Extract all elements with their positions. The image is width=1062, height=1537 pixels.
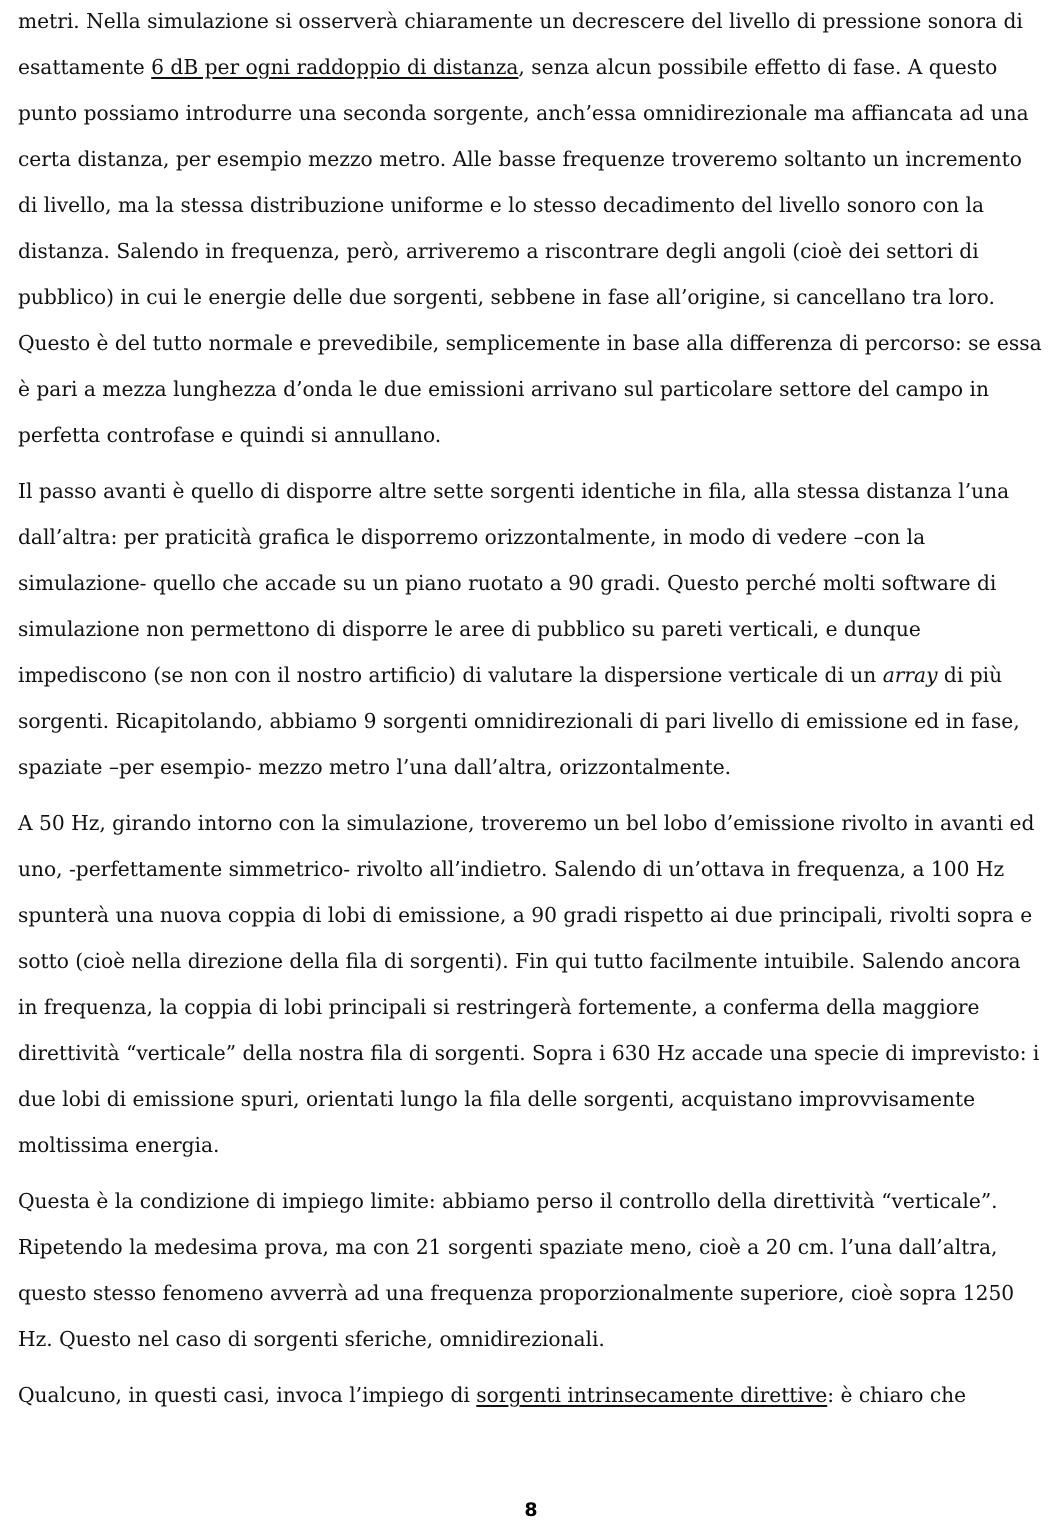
text-segment: Qualcuno, in questi casi, invoca l’impiego di xyxy=(18,1383,477,1407)
underlined-phrase: sorgenti intrinsecamente direttive xyxy=(476,1383,828,1407)
text-segment: metri. Nella simulazione si osserverà chiaramente un decrescere del livello di pressione sonora di esattamente xyxy=(18,9,1023,79)
text-segment: , senza alcun possibile effetto di fase. A questo punto possiamo introdurre una seconda sorgente, anch’essa omnidirezionale ma affiancata ad una certa distanza, per esempio mezzo metro. Alle basse frequenze troveremo soltanto un incremento di livello, ma la stessa distribuzione uniforme e lo stesso decadimento del livello sonoro con la distanza. Salendo in frequenza, però, arriveremo a riscontrare degli angoli (cioè dei settori di pubblico) in cui le energie delle due sorgenti, sebbene in fase all’origine, si cancellano tra loro. Questo è del tutto normale e prevedibile, semplicemente in base alla differenza di percorso: se essa è pari a mezza lunghezza d’onda le due emissioni arrivano sul particolare settore del campo in perfetta controfase e quindi si annullano. xyxy=(18,55,1042,447)
paragraph-5 xyxy=(18,1372,1042,1418)
paragraph-4 xyxy=(18,1178,1042,1362)
paragraph-3 xyxy=(18,800,1042,1168)
italic-term: array xyxy=(882,663,938,687)
paragraph-2 xyxy=(18,468,1042,790)
page-number: 8 xyxy=(524,1499,538,1521)
text-segment: Il passo avanti è quello di disporre altre sette sorgenti identiche in fila, alla stessa distanza l’una dall’altra: per praticità grafica le disporremo orizzontalmente, in modo di vedere –con la simulazione- quello che accade su un piano ruotato a 90 gradi. Questo perché molti software di simulazione non permettono di disporre le aree di pubblico su pareti verticali, e dunque impediscono (se non con il nostro artificio) di valutare la dispersione verticale di un xyxy=(18,479,1010,687)
text-segment: di più sorgenti. Ricapitolando, abbiamo 9 sorgenti omnidirezionali di pari livello di emissione ed in fase, spaziate –per esempio- mezzo metro l’una dall’altra, orizzontalmente. xyxy=(18,663,1020,779)
text-segment: : è chiaro che xyxy=(827,1383,967,1407)
text-segment: Questa è la condizione di impiego limite: abbiamo perso il controllo della direttività “verticale”. Ripetendo la medesima prova, ma con 21 sorgenti spaziate meno, cioè a 20 cm. l’una dall’altra, questo stesso fenomeno avverrà ad una frequenza proporzionalmente superiore, cioè sopra 1250 Hz. Questo nel caso di sorgenti sferiche, omnidirezionali. xyxy=(18,1189,1015,1351)
paragraph-1 xyxy=(18,0,1042,458)
underlined-phrase: 6 dB per ogni raddoppio di distanza xyxy=(151,55,519,79)
text-segment: A 50 Hz, girando intorno con la simulazione, troveremo un bel lobo d’emissione rivolto in avanti ed uno, -perfettamente simmetrico- rivolto all’indietro. Salendo di un’ottava in frequenza, a 100 Hz spunterà una nuova coppia di lobi di emissione, a 90 gradi rispetto ai due principali, rivolti sopra e sotto (cioè nella direzione della fila di sorgenti). Fin qui tutto facilmente intuibile. Salendo ancora in frequenza, la coppia di lobi principali si restringerà fortemente, a conferma della maggiore direttività “verticale” della nostra fila di sorgenti. Sopra i 630 Hz accade una specie di imprevisto: i due lobi di emissione spuri, orientati lungo la fila delle sorgenti, acquistano improvvisamente moltissima energia. xyxy=(18,811,1040,1157)
